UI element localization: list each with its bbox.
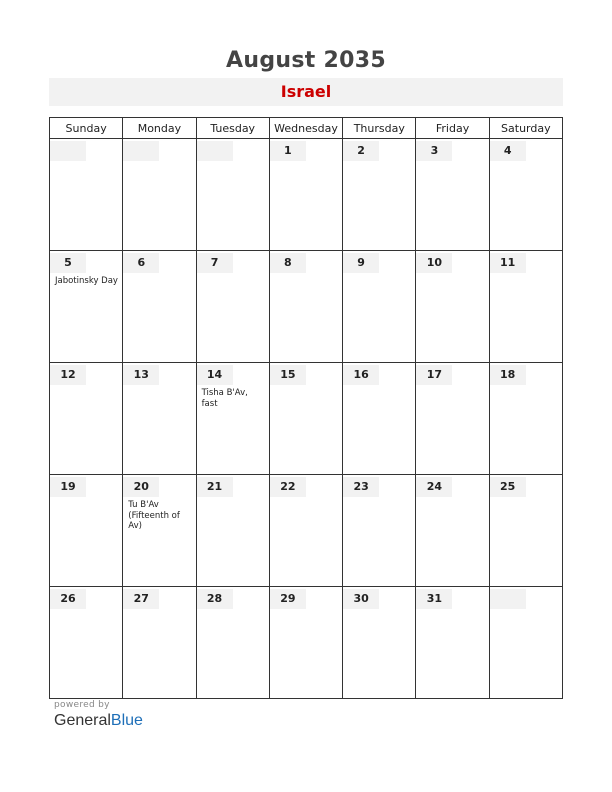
day-cell	[123, 363, 196, 475]
day-number: 31	[416, 589, 452, 609]
day-number: 12	[50, 365, 86, 385]
week-row	[50, 587, 563, 699]
day-cell	[50, 475, 123, 587]
day-number: 10	[416, 253, 452, 273]
day-number: 2	[343, 141, 379, 161]
day-number: 20	[123, 477, 159, 497]
day-cell	[489, 139, 562, 251]
day-cell	[50, 587, 123, 699]
weekday-header: Tuesday	[196, 118, 269, 139]
day-cell	[196, 251, 269, 363]
day-number	[50, 141, 86, 161]
day-number: 7	[197, 253, 233, 273]
day-cell	[269, 363, 342, 475]
day-number: 11	[490, 253, 526, 273]
calendar-grid	[49, 117, 563, 699]
day-number: 19	[50, 477, 86, 497]
weekday-header: Monday	[123, 118, 196, 139]
brand-blue: Blue	[110, 712, 143, 729]
day-number: 3	[416, 141, 452, 161]
day-cell	[489, 251, 562, 363]
day-number: 17	[416, 365, 452, 385]
day-cell	[123, 587, 196, 699]
day-cell	[416, 139, 489, 251]
day-cell	[489, 587, 562, 699]
day-cell	[269, 139, 342, 251]
day-cell	[196, 363, 269, 475]
day-number: 27	[123, 589, 159, 609]
day-number: 25	[490, 477, 526, 497]
day-cell	[416, 251, 489, 363]
day-number: 22	[270, 477, 306, 497]
day-number: 16	[343, 365, 379, 385]
day-number	[490, 589, 526, 609]
weekday-header: Friday	[416, 118, 489, 139]
day-number: 21	[197, 477, 233, 497]
footer-branding	[54, 700, 143, 730]
weekday-header: Sunday	[50, 118, 123, 139]
week-row	[50, 363, 563, 475]
holiday-label: Jabotinsky Day	[55, 276, 118, 286]
day-number: 30	[343, 589, 379, 609]
day-number: 23	[343, 477, 379, 497]
day-number: 28	[197, 589, 233, 609]
day-cell	[269, 251, 342, 363]
day-cell	[489, 475, 562, 587]
calendar-title: August 2035	[226, 48, 386, 73]
day-number: 13	[123, 365, 159, 385]
day-cell	[489, 363, 562, 475]
country-name: Israel	[280, 82, 332, 101]
day-number: 29	[270, 589, 306, 609]
day-number: 18	[490, 365, 526, 385]
day-number: 4	[490, 141, 526, 161]
day-cell	[196, 139, 269, 251]
holiday-label: Tu B'Av (Fifteenth of Av)	[128, 500, 180, 531]
country-banner	[49, 78, 563, 106]
day-cell	[343, 251, 416, 363]
day-number: 5	[50, 253, 86, 273]
day-cell	[50, 251, 123, 363]
day-number: 26	[50, 589, 86, 609]
day-cell	[269, 475, 342, 587]
day-cell	[123, 251, 196, 363]
day-cell	[343, 475, 416, 587]
day-number: 1	[270, 141, 306, 161]
day-cell	[196, 587, 269, 699]
day-number: 24	[416, 477, 452, 497]
day-cell	[269, 587, 342, 699]
brand-logo	[54, 712, 143, 730]
day-cell	[343, 363, 416, 475]
day-cell	[343, 139, 416, 251]
weekday-header: Thursday	[343, 118, 416, 139]
powered-by-label: powered by	[54, 700, 110, 710]
holiday-label: Tisha B'Av, fast	[201, 388, 248, 409]
day-cell	[50, 363, 123, 475]
day-cell	[343, 587, 416, 699]
brand-general: General	[54, 712, 111, 729]
week-row	[50, 251, 563, 363]
day-cell	[416, 587, 489, 699]
day-cell	[196, 475, 269, 587]
day-number: 9	[343, 253, 379, 273]
day-number	[197, 141, 233, 161]
week-row	[50, 139, 563, 251]
day-cell	[123, 139, 196, 251]
week-row	[50, 475, 563, 587]
day-cell	[416, 475, 489, 587]
day-cell	[50, 139, 123, 251]
day-number: 14	[197, 365, 233, 385]
weekday-header-row	[50, 118, 563, 139]
day-cell	[416, 363, 489, 475]
day-number: 6	[123, 253, 159, 273]
day-number: 15	[270, 365, 306, 385]
weekday-header: Saturday	[489, 118, 562, 139]
weekday-header: Wednesday	[269, 118, 342, 139]
day-number: 8	[270, 253, 306, 273]
day-number	[123, 141, 159, 161]
day-cell	[123, 475, 196, 587]
